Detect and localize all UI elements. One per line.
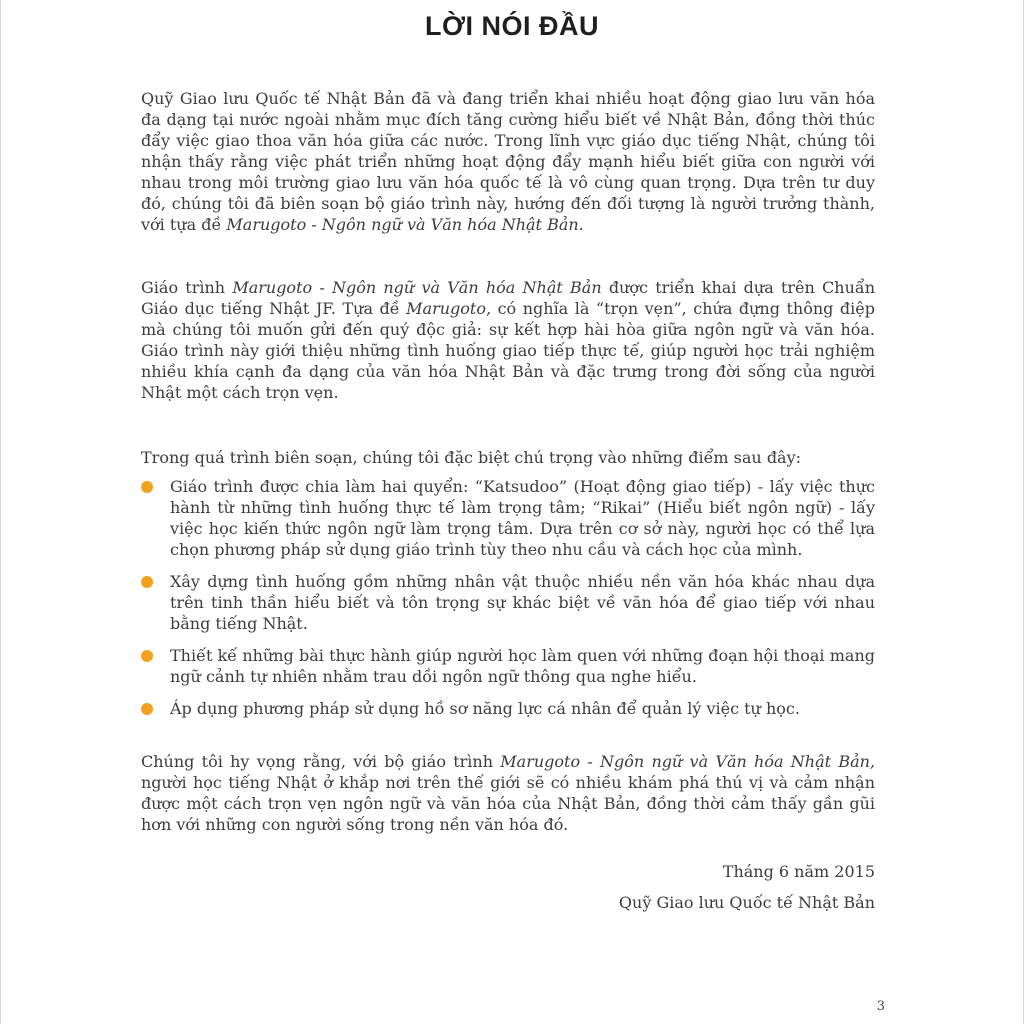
bullet-text: Áp dụng phương pháp sử dụng hồ sơ năng lực cá nhân để quản lý việc tự học.	[170, 699, 800, 718]
book-title-text: Marugoto - Ngôn ngữ và Văn hóa Nhật Bản.	[226, 215, 584, 234]
date-line: Tháng 6 năm 2015	[722, 862, 875, 881]
paragraph-text: người học tiếng Nhật ở khắp nơi trên thế giới sẽ có nhiều khám phá thú vị và cảm nhận được một cách trọn vẹn ngôn ngữ và văn hóa của Nhật Bản, đồng thời cảm thấy gần gũi hơn với những con người sống trong nền văn hóa đó.	[141, 773, 875, 834]
paragraph-text: Chúng tôi hy vọng rằng, với bộ giáo trình	[141, 752, 501, 771]
book-title-text: Marugoto - Ngôn ngữ và Văn hóa Nhật Bản,	[500, 752, 876, 771]
bullet-text: Thiết kế những bài thực hành giúp người học làm quen với những đoạn hội thoại mang ngữ cảnh tự nhiên nhằm trau dồi ngôn ngữ thông qua nghe hiểu.	[170, 646, 875, 686]
bullet-icon	[141, 650, 153, 662]
list-item	[141, 476, 875, 560]
list-item	[141, 571, 875, 634]
bullet-icon	[141, 703, 153, 715]
page-title: LỜI NÓI ĐẦU	[424, 11, 600, 41]
paragraph-curriculum	[141, 277, 875, 403]
signature-line: Quỹ Giao lưu Quốc tế Nhật Bản	[618, 893, 875, 912]
book-title-text: Marugoto - Ngôn ngữ và Văn hóa Nhật Bản	[232, 278, 602, 297]
paragraph-text: Giáo trình	[141, 278, 233, 297]
bullet-icon	[141, 576, 153, 588]
bullet-icon	[141, 481, 153, 493]
paragraph-bullet-intro: Trong quá trình biên soạn, chúng tôi đặc biệt chú trọng vào những điểm sau đây:	[141, 448, 802, 467]
bullet-list	[141, 476, 875, 719]
paragraph-text: được triển khai dựa trên Chuẩn Giáo dục tiếng Nhật JF. Tựa đề	[141, 278, 875, 318]
page-content	[1, 88, 1023, 913]
list-item	[141, 698, 875, 719]
bullet-text: Giáo trình được chia làm hai quyển: “Katsudoo” (Hoạt động giao tiếp) - lấy việc thực hành từ những tình huống thực tế làm trọng tâm; “Rikai” (Hiểu biết ngôn ngữ) - lấy việc học kiến thức ngôn ngữ làm trọng tâm. Dựa trên cơ sở này, người học có thể lựa chọn phương pháp sử dụng giáo trình tùy theo nhu cầu và cách học của mình.	[170, 477, 875, 559]
list-item	[141, 645, 875, 687]
paragraph-text: Quỹ Giao lưu Quốc tế Nhật Bản đã và đang triển khai nhiều hoạt động giao lưu văn hóa đa dạng tại nước ngoài nhằm mục đích tăng cường hiểu biết về Nhật Bản, đồng thời thúc đẩy việc giao thoa văn hóa giữa các nước. Trong lĩnh vực giáo dục tiếng Nhật, chúng tôi nhận thấy rằng việc phát triển những hoạt động đẩy mạnh hiểu biết giữa con người với nhau trong môi trường giao lưu văn hóa quốc tế là vô cùng quan trọng. Dựa trên tư duy đó, chúng tôi đã biên soạn bộ giáo trình này, hướng đến đối tượng là người trưởng thành, với tựa đề	[141, 89, 875, 234]
paragraph-foundation	[141, 88, 875, 235]
bullet-text: Xây dựng tình huống gồm những nhân vật thuộc nhiều nền văn hóa khác nhau dựa trên tinh thần hiểu biết và tôn trọng sự khác biệt về văn hóa để giao tiếp với nhau bằng tiếng Nhật.	[170, 572, 875, 633]
book-title-text: Marugoto,	[406, 299, 492, 318]
paragraph-text: có nghĩa là “trọn vẹn”, chứa đựng thông điệp mà chúng tôi muốn gửi đến quý độc giả: sự kết hợp hài hòa giữa ngôn ngữ và văn hóa. Giáo trình này giới thiệu những tình huống giao tiếp thực tế, giúp người học trải nghiệm nhiều khía cạnh đa dạng của văn hóa Nhật Bản và đặc trưng trong đời sống của người Nhật một cách trọn vẹn.	[141, 299, 875, 402]
page-number: 3	[876, 999, 885, 1014]
paragraph-closing	[141, 751, 875, 835]
